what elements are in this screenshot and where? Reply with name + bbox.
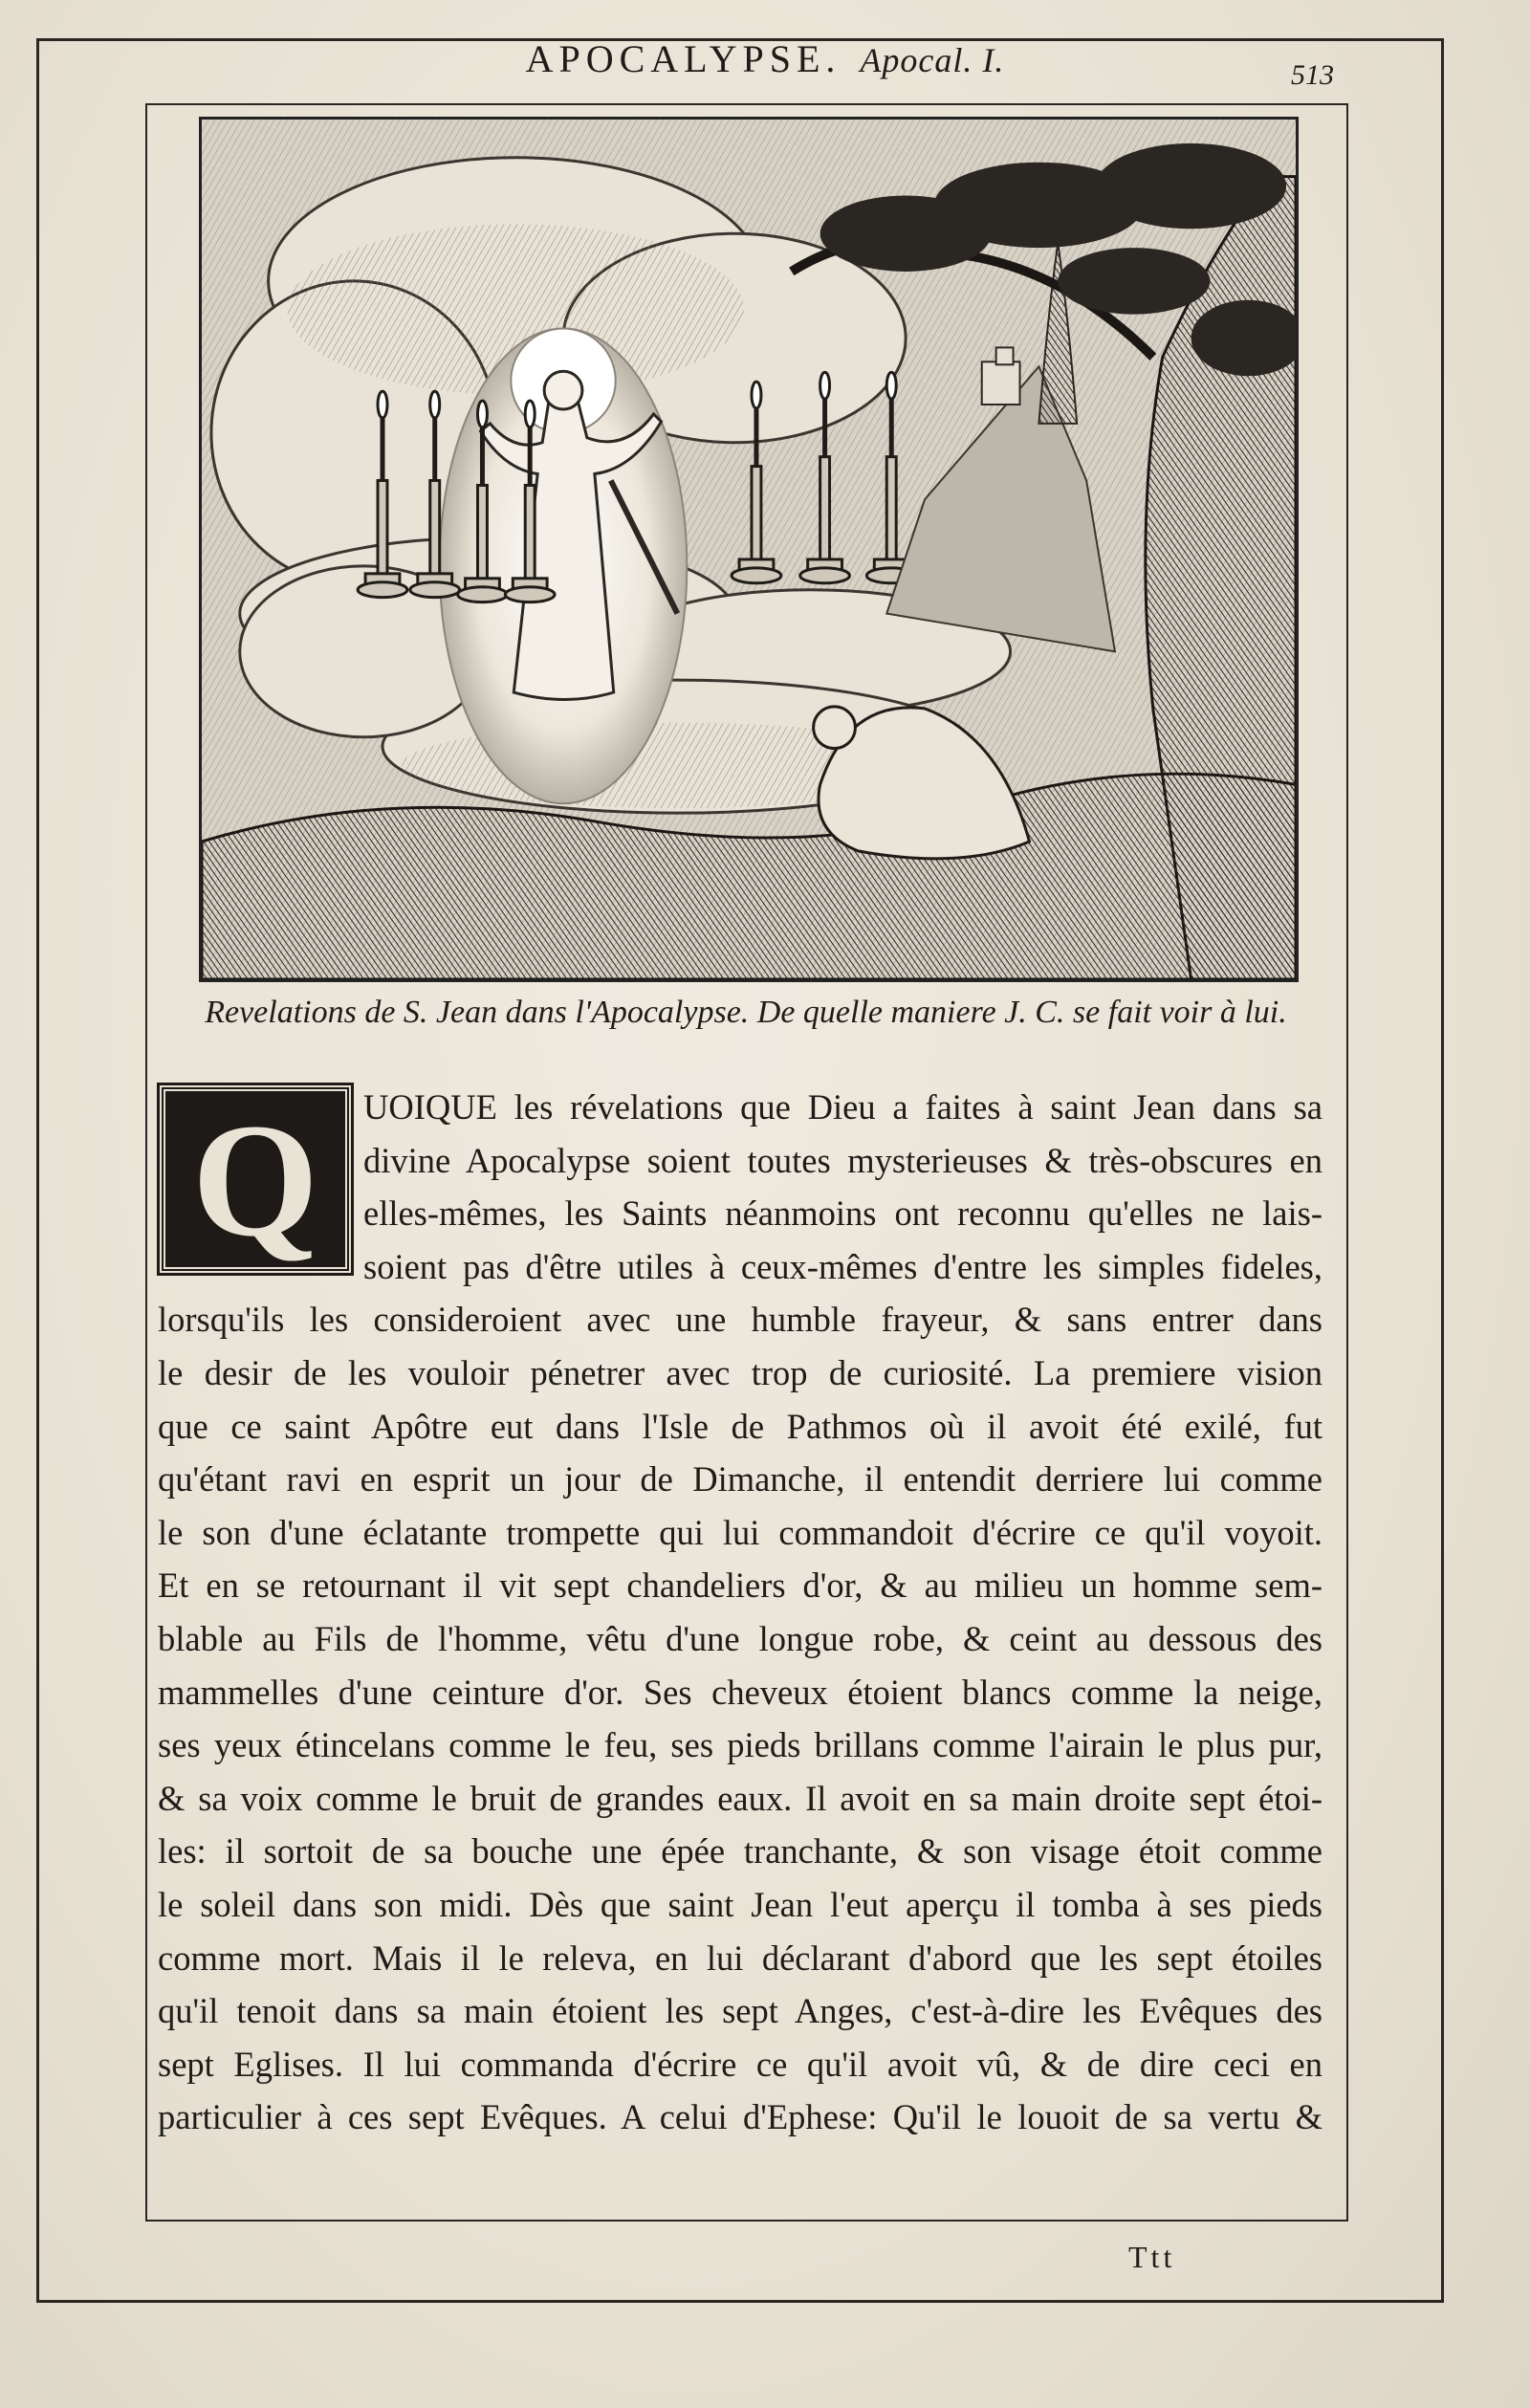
- text-line: qu'il tenoit dans sa main étoient les sept Anges, c'est-à-dire les Evêques des: [158, 1991, 1322, 2031]
- text-line: soient pas d'être utiles à ceux-mêmes d'entre les simples fideles,: [363, 1246, 1322, 1286]
- body-text: [158, 1081, 1322, 2144]
- text-line: divine Apocalypse soient toutes mysterieuses & très-obscures en: [363, 1140, 1322, 1180]
- text-line: elles-mêmes, les Saints néanmoins ont reconnu qu'elles ne lais-: [363, 1193, 1322, 1234]
- text-line: Et en se retournant il vit sept chandeliers d'or, & au milieu un homme sem-: [158, 1565, 1322, 1606]
- text-line: le soleil dans son midi. Dès que saint Jean l'eut aperçu il tomba à ses pieds: [158, 1884, 1322, 1924]
- text-line: le desir de les vouloir pénetrer avec trop de curiosité. La premiere vision: [158, 1352, 1322, 1392]
- text-line: sept Eglises. Il lui commanda d'écrire ce qu'il avoit vû, & de dire ceci en: [158, 2044, 1322, 2084]
- signature-mark: Ttt: [1128, 2240, 1176, 2274]
- text-line: mammelles d'une ceinture d'or. Ses cheveux étoient blancs comme la neige,: [158, 1672, 1322, 1712]
- text-line: le son d'une éclatante trompette qui lui commandoit d'écrire ce qu'il voyoit.: [158, 1512, 1322, 1552]
- book-title: APOCALYPSE.: [525, 37, 842, 80]
- illustration-caption: Revelations de S. Jean dans l'Apocalypse. De quelle maniere J. C. se fait voir à lui.: [205, 995, 1287, 1030]
- page-number: 513: [1291, 59, 1334, 91]
- text-line: qu'étant ravi en esprit un jour de Dimanche, il entendit derriere lui comme: [158, 1459, 1322, 1500]
- text-line: particulier à ces sept Evêques. A celui d'Ephese: Qu'il le louoit de sa vertu &: [158, 2097, 1322, 2137]
- engraving-image: [202, 120, 1296, 979]
- text-line: les: il sortoit de sa bouche une épée tranchante, & son visage étoit comme: [158, 1831, 1322, 1872]
- text-line: comme mort. Mais il le releva, en lui déclarant d'abord que les sept étoiles: [158, 1937, 1322, 1978]
- text-line: lorsqu'ils les consideroient avec une humble frayeur, & sans entrer dans: [158, 1300, 1322, 1340]
- text-line: ses yeux étincelans comme le feu, ses pieds brillans comme l'airain le plus pur,: [158, 1725, 1322, 1765]
- drop-cap-letter: Q: [191, 1090, 319, 1270]
- text-line: & sa voix comme le bruit de grandes eaux. Il avoit en sa main droite sept étoi-: [158, 1778, 1322, 1818]
- text-line: UOIQUE les révelations que Dieu a faites à saint Jean dans sa: [363, 1087, 1322, 1127]
- engraving-illustration: [199, 117, 1299, 982]
- chapter-reference: Apocal. I.: [860, 41, 1005, 79]
- text-line: blable au Fils de l'homme, vêtu d'une longue robe, & ceint au dessous des: [158, 1618, 1322, 1658]
- text-line: que ce saint Apôtre eut dans l'Isle de Pathmos où il avoit été exilé, fut: [158, 1406, 1322, 1446]
